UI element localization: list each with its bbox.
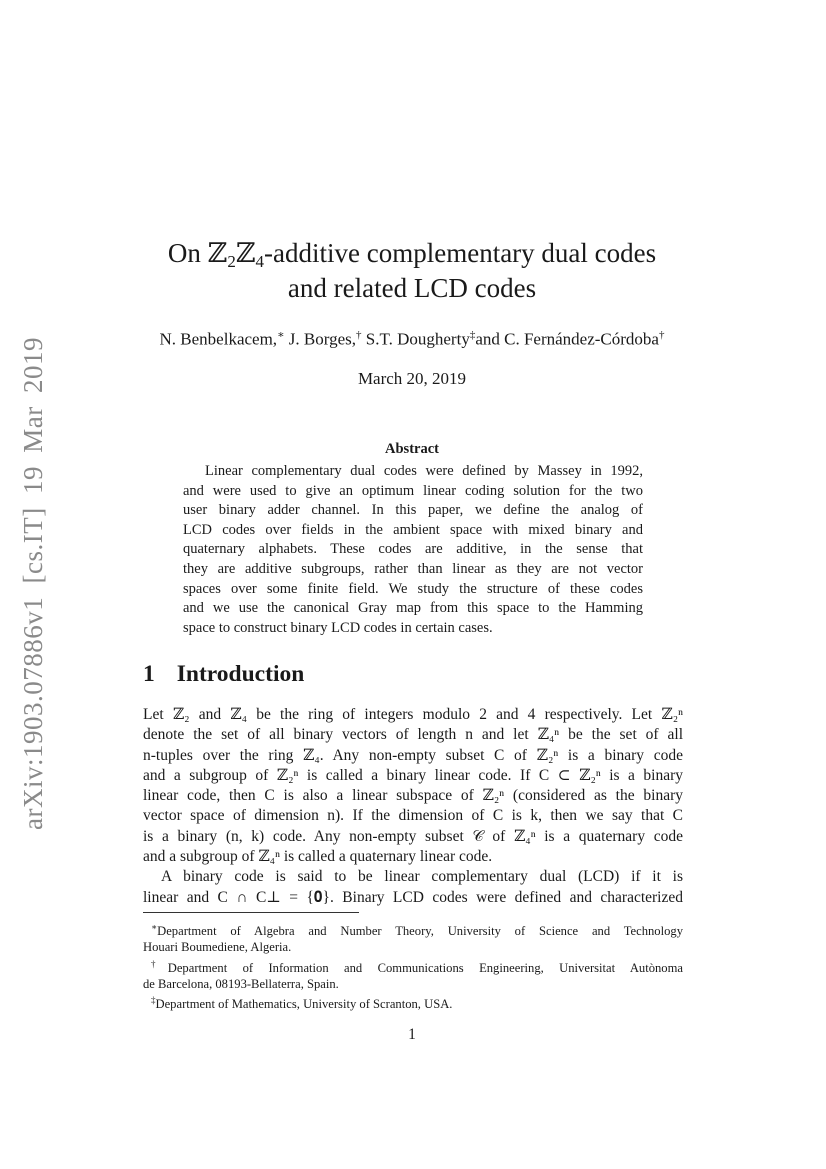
- abstract-line: quaternary alphabets. These codes are additive, in the sense that: [183, 541, 643, 558]
- author-name: S.T. Dougherty: [361, 329, 470, 349]
- author-list: [80, 328, 744, 350]
- abstract-line: they are additive subgroups, rather than linear as they are not vector: [183, 560, 643, 577]
- footnote-mark: †: [151, 958, 168, 969]
- section-title: Introduction: [176, 661, 305, 687]
- body-text: [143, 705, 683, 908]
- footnote-rule: [143, 912, 359, 913]
- abstract-line: user binary adder channel. In this paper, we define the analog of: [183, 502, 643, 519]
- author-name: N. Benbelkacem,: [159, 329, 278, 349]
- affiliation-mark: †: [356, 329, 362, 341]
- author-name: and C. Fernández-Córdoba: [475, 329, 659, 349]
- affiliation-mark: †: [658, 329, 665, 341]
- abstract-line: and were used to give an optimum linear coding solution for the two: [183, 482, 643, 499]
- body-line: denote the set of all binary vectors of length n and let ℤ₄ⁿ be the set of all: [143, 726, 683, 744]
- section-number: 1: [143, 661, 155, 687]
- footnote-line: Houari Boumediene, Algeria.: [143, 940, 292, 955]
- abstract-line: and we use the canonical Gray map from this space to the Hamming: [183, 600, 643, 617]
- abstract-line: LCD codes over fields in the ambient space with mixed binary and: [183, 521, 643, 538]
- footnotes: [143, 919, 683, 1013]
- arxiv-stamp: [8, 338, 58, 828]
- arxiv-stamp-text: arXiv:1903.07886v1 [cs.IT] 19 Mar 2019: [17, 336, 48, 830]
- footnote-line: ‡Department of Mathematics, University of Scranton, USA.: [151, 995, 453, 1012]
- footnote-line: †Department of Information and Communications Engineering, Universitat Autònoma: [151, 958, 683, 975]
- body-line: linear and C ∩ C⊥ = {𝟎}. Binary LCD codes were defined and characterized: [143, 888, 683, 906]
- body-line: n-tuples over the ring ℤ₄. Any non-empty subset C of ℤ₂ⁿ is a binary code: [143, 746, 683, 764]
- footnote-line: de Barcelona, 08193-Bellaterra, Spain.: [143, 976, 339, 991]
- body-line: and a subgroup of ℤ₄ⁿ is called a quaternary linear code.: [143, 848, 493, 866]
- section-heading: [143, 661, 304, 688]
- abstract-line: spaces over some finite field. We study the structure of these codes: [183, 580, 643, 597]
- body-line: and a subgroup of ℤ₂ⁿ is called a binary linear code. If C ⊂ ℤ₂ⁿ is a binary: [143, 766, 683, 784]
- body-line: A binary code is said to be linear complementary dual (LCD) if it is: [161, 868, 683, 886]
- title-line-2: and related LCD codes: [287, 273, 537, 303]
- abstract-line: space to construct binary LCD codes in certain cases.: [183, 619, 493, 636]
- footnote-mark: ‡: [151, 995, 156, 1006]
- footnote-line: ∗Department of Algebra and Number Theory, University of Science and Technology: [151, 922, 683, 939]
- abstract-line: Linear complementary dual codes were defined by Massey in 1992,: [205, 463, 643, 479]
- paper-date: March 20, 2019: [357, 369, 467, 388]
- abstract-heading: Abstract: [385, 441, 439, 457]
- abstract-text: [183, 462, 643, 638]
- footnote-mark: ∗: [151, 922, 158, 932]
- body-line: vector space of dimension n). If the dimension of C is k, then we say that C: [143, 807, 683, 825]
- affiliation-mark: ∗: [277, 329, 285, 341]
- affiliation-mark: ‡: [469, 329, 476, 341]
- author-name: J. Borges,: [284, 329, 357, 349]
- body-line: is a binary (n, k) code. Any non-empty subset 𝒞 of ℤ₄ⁿ is a quaternary code: [143, 827, 683, 845]
- page-number: 1: [408, 1026, 416, 1043]
- body-line: linear code, then C is also a linear subspace of ℤ₂ⁿ (considered as the binary: [143, 787, 683, 805]
- title-line-1: On ℤ$_2$ℤ$_4$-additive complementary dual codes: [167, 238, 657, 271]
- paper-title: [100, 236, 724, 306]
- body-line: Let ℤ₂ and ℤ₄ be the ring of integers modulo 2 and 4 respectively. Let ℤ₂ⁿ: [143, 706, 683, 723]
